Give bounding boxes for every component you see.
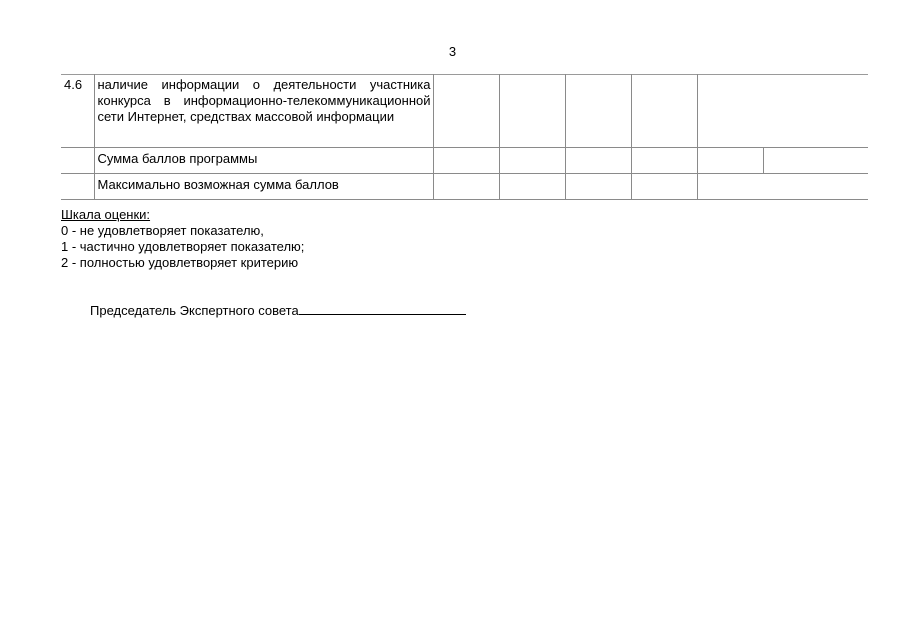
page-number: 3: [448, 44, 457, 59]
score-cell: [631, 75, 697, 148]
max-sum-label: Максимально возможная сумма баллов: [94, 174, 433, 200]
score-cell: [763, 148, 868, 174]
signature-line: [299, 303, 466, 315]
score-cell: [631, 174, 697, 200]
criterion-text: наличие информации о деятельности участника конкурса в информационно-телекоммуникационной сети Интернет, средствах массовой информации: [94, 75, 433, 148]
rating-scale-title: Шкала оценки:: [61, 207, 151, 222]
score-cell: [565, 75, 631, 148]
table-row: [61, 148, 868, 174]
criterion-number: 4.6: [61, 75, 94, 148]
score-cell: [565, 174, 631, 200]
evaluation-table: [61, 74, 868, 200]
score-cell: [565, 148, 631, 174]
score-cell: [697, 75, 868, 148]
rating-scale-item: 0 - не удовлетворяет показателю,: [61, 223, 264, 238]
score-cell: [697, 174, 868, 200]
score-cell: [499, 148, 565, 174]
table-row: [61, 75, 868, 148]
score-cell: [433, 75, 499, 148]
rating-scale-item: 1 - частично удовлетворяет показателю;: [61, 239, 305, 254]
score-cell: [499, 174, 565, 200]
score-cell: [433, 174, 499, 200]
rating-scale: [61, 207, 304, 271]
signature-label: Председатель Экспертного совета: [90, 303, 299, 318]
rating-scale-item: 2 - полностью удовлетворяет критерию: [61, 255, 299, 270]
score-cell: [433, 148, 499, 174]
criterion-number: [61, 174, 94, 200]
sum-label: Сумма баллов программы: [94, 148, 433, 174]
signature-block: [90, 303, 466, 319]
criterion-number: [61, 148, 94, 174]
score-cell: [697, 148, 763, 174]
score-cell: [631, 148, 697, 174]
score-cell: [499, 75, 565, 148]
table-row: [61, 174, 868, 200]
